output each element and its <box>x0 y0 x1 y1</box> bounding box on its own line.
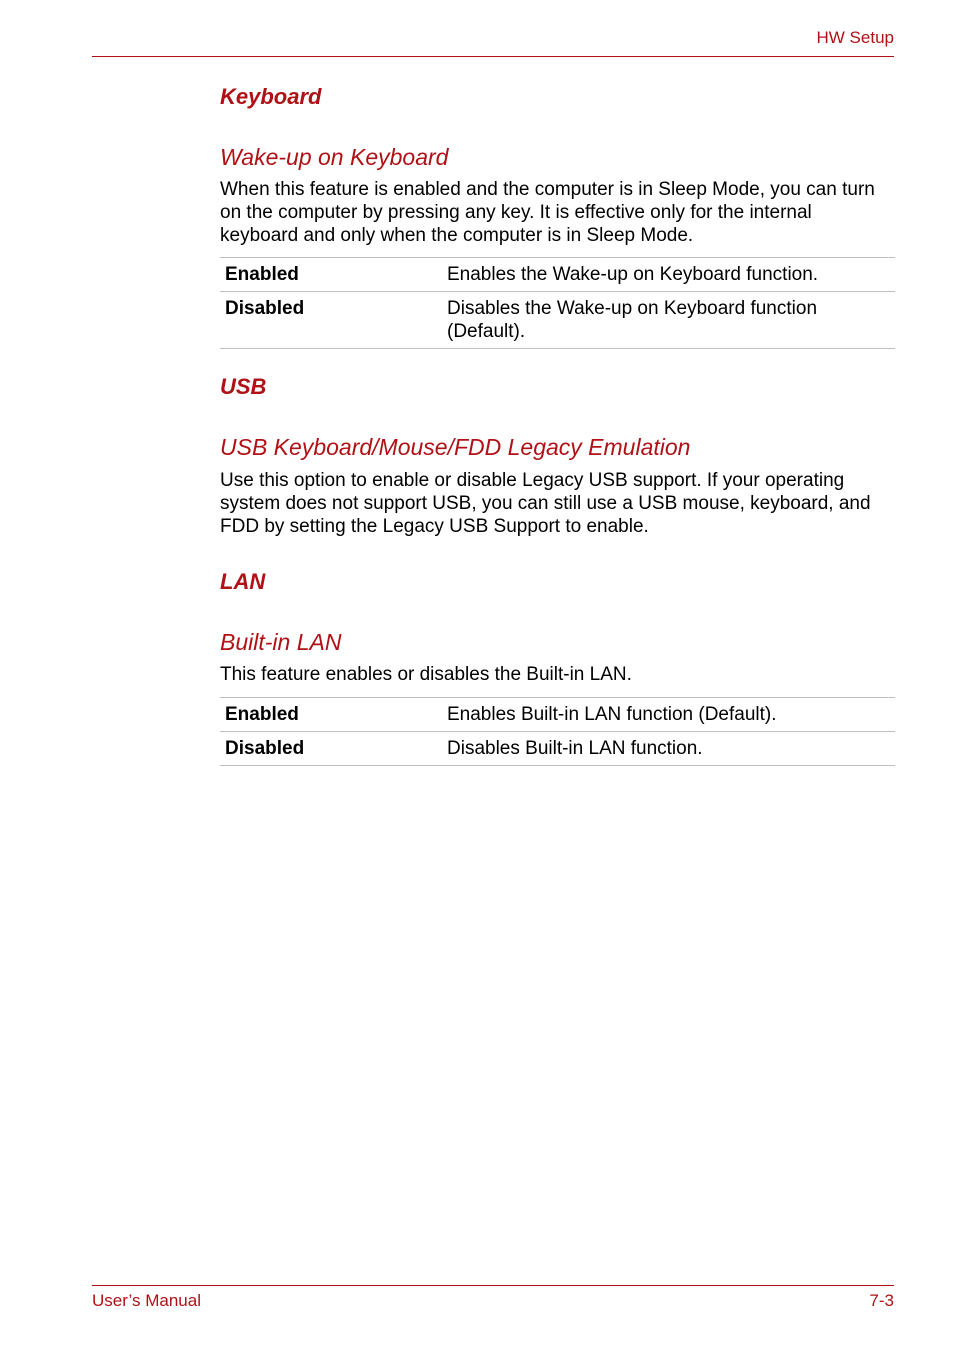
lan-description: This feature enables or disables the Built-in LAN. <box>220 664 632 685</box>
table-row <box>220 698 895 732</box>
footer-manual-title: User’s Manual <box>92 1291 201 1310</box>
table-row <box>220 292 895 349</box>
option-value: Disables Built-in LAN function. <box>442 732 895 766</box>
option-value: Enables Built-in LAN function (Default). <box>442 698 895 732</box>
wake-up-options-table <box>220 257 895 349</box>
header-rule <box>92 56 894 57</box>
keyboard-heading: Keyboard <box>220 84 322 109</box>
table-row <box>220 732 895 766</box>
running-header: HW Setup <box>816 28 894 47</box>
usb-legacy-emulation-subheading: USB Keyboard/Mouse/FDD Legacy Emulation <box>220 434 691 460</box>
usb-heading: USB <box>220 374 267 399</box>
footer-rule <box>92 1285 894 1286</box>
page-number: 7-3 <box>869 1291 894 1310</box>
option-key: Enabled <box>220 258 442 292</box>
lan-heading: LAN <box>220 569 266 594</box>
wake-up-on-keyboard-subheading: Wake-up on Keyboard <box>220 144 449 170</box>
table-row <box>220 258 895 292</box>
option-key: Enabled <box>220 698 442 732</box>
option-key: Disabled <box>220 732 442 766</box>
wake-up-description: When this feature is enabled and the computer is in Sleep Mode, you can turn on the computer by pressing any key. It is effective only for the internal keyboard and only when the computer is in Sleep Mode. <box>220 179 875 246</box>
usb-description: Use this option to enable or disable Legacy USB support. If your operating system does not support USB, you can still use a USB mouse, keyboard, and FDD by setting the Legacy USB Support to enable. <box>220 470 871 537</box>
built-in-lan-subheading: Built-in LAN <box>220 629 342 655</box>
option-value: Enables the Wake-up on Keyboard function. <box>442 258 895 292</box>
option-value: Disables the Wake-up on Keyboard function (Default). <box>442 292 895 349</box>
option-key: Disabled <box>220 292 442 349</box>
lan-options-table <box>220 697 895 766</box>
